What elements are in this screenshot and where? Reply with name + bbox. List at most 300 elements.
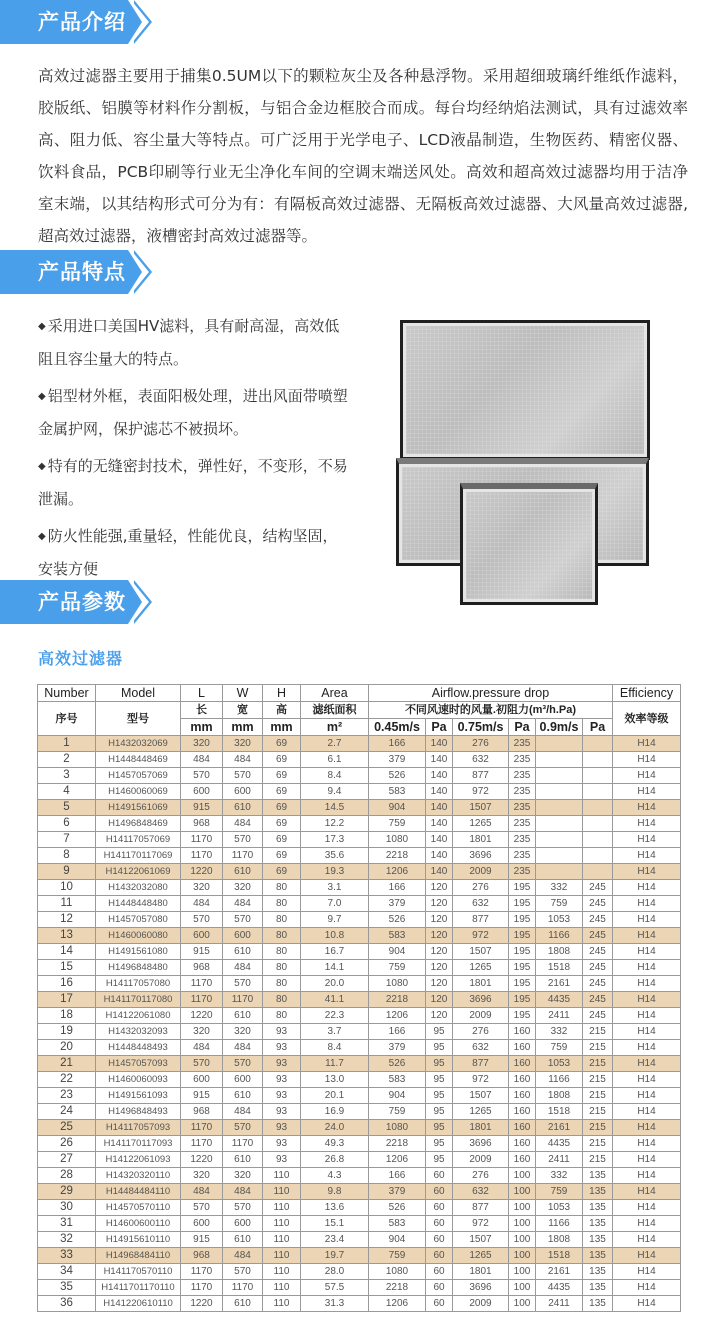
cell-n: 27 (38, 1152, 96, 1168)
cell-p1: 120 (426, 1008, 453, 1024)
cell-p2: 100 (509, 1280, 536, 1296)
cell-h: 93 (263, 1056, 301, 1072)
cell-area: 8.4 (301, 768, 369, 784)
cell-h: 110 (263, 1248, 301, 1264)
cell-p3: 135 (583, 1232, 613, 1248)
header-row-cn: 序号 型号 长 宽 高 滤纸面积 不同风速时的风量.初阻力(m³/h.Pa) 效率等级 (38, 702, 681, 719)
cell-eff: H14 (613, 736, 681, 752)
table-row (38, 992, 681, 1008)
cell-v2: 1507 (453, 1232, 509, 1248)
table-row (38, 784, 681, 800)
diamond-bullet-icon: ◆ (38, 531, 46, 542)
table-row (38, 1152, 681, 1168)
cell-l: 1170 (181, 1120, 223, 1136)
cell-v1: 759 (369, 960, 426, 976)
cell-v1: 904 (369, 1232, 426, 1248)
table-row (38, 1104, 681, 1120)
cell-v1: 904 (369, 944, 426, 960)
cell-model: H1491561069 (96, 800, 181, 816)
cell-p1: 60 (426, 1232, 453, 1248)
table-row (38, 832, 681, 848)
feature-item: ◆ 防火性能强,重量轻，性能优良，结构坚固，安装方便 (38, 527, 338, 578)
table-row (38, 1184, 681, 1200)
cell-v1: 583 (369, 1216, 426, 1232)
cell-area: 14.5 (301, 800, 369, 816)
cell-model: H14570570110 (96, 1200, 181, 1216)
cell-v2: 1265 (453, 960, 509, 976)
cell-v2: 972 (453, 1216, 509, 1232)
cell-v1: 166 (369, 736, 426, 752)
cell-v3: 1808 (536, 1232, 583, 1248)
cell-w: 1170 (223, 992, 263, 1008)
table-row (38, 1168, 681, 1184)
cell-w: 1170 (223, 1280, 263, 1296)
cell-h: 110 (263, 1280, 301, 1296)
cell-n: 9 (38, 864, 96, 880)
cell-w: 320 (223, 736, 263, 752)
cell-area: 24.0 (301, 1120, 369, 1136)
cell-eff: H14 (613, 1136, 681, 1152)
col-l: L (181, 685, 223, 702)
cell-v3: 1053 (536, 912, 583, 928)
cell-n: 10 (38, 880, 96, 896)
cell-p3: 245 (583, 944, 613, 960)
feature-item: ◆ 铝型材外框，表面阳极处理，进出风面带喷塑金属护网，保护滤芯不被损坏。 (38, 387, 348, 438)
cell-model: H1432032080 (96, 880, 181, 896)
cell-p1: 120 (426, 960, 453, 976)
cell-model: H1432032069 (96, 736, 181, 752)
cell-v3 (536, 800, 583, 816)
cell-w: 610 (223, 1152, 263, 1168)
cell-p3: 135 (583, 1280, 613, 1296)
cell-l: 1220 (181, 1152, 223, 1168)
cell-p2: 195 (509, 912, 536, 928)
cell-area: 22.3 (301, 1008, 369, 1024)
cell-v2: 1801 (453, 1120, 509, 1136)
cell-p3: 215 (583, 1072, 613, 1088)
cell-l: 484 (181, 752, 223, 768)
cell-eff: H14 (613, 1056, 681, 1072)
cell-v3: 4435 (536, 992, 583, 1008)
cell-p1: 60 (426, 1264, 453, 1280)
cell-p1: 120 (426, 896, 453, 912)
cell-h: 69 (263, 768, 301, 784)
cell-h: 93 (263, 1072, 301, 1088)
cell-h: 69 (263, 752, 301, 768)
table-row (38, 912, 681, 928)
cell-v3: 1166 (536, 1216, 583, 1232)
cell-v3: 1166 (536, 1072, 583, 1088)
cell-area: 2.7 (301, 736, 369, 752)
cell-v3 (536, 816, 583, 832)
cell-p3: 135 (583, 1168, 613, 1184)
cell-l: 1220 (181, 1008, 223, 1024)
table-row (38, 1008, 681, 1024)
cell-p2: 195 (509, 960, 536, 976)
cell-v3: 759 (536, 896, 583, 912)
cell-p1: 120 (426, 880, 453, 896)
cell-v2: 632 (453, 896, 509, 912)
cell-p1: 60 (426, 1296, 453, 1312)
cell-v3 (536, 736, 583, 752)
cell-p2: 160 (509, 1040, 536, 1056)
cell-w: 570 (223, 1264, 263, 1280)
cell-eff: H14 (613, 1184, 681, 1200)
cell-v1: 2218 (369, 1136, 426, 1152)
cell-w: 320 (223, 1024, 263, 1040)
cell-p2: 100 (509, 1296, 536, 1312)
cell-v2: 1801 (453, 832, 509, 848)
cell-v2: 276 (453, 880, 509, 896)
cell-l: 915 (181, 800, 223, 816)
cell-p2: 160 (509, 1104, 536, 1120)
cell-v3: 759 (536, 1040, 583, 1056)
cell-eff: H14 (613, 1152, 681, 1168)
cell-h: 69 (263, 832, 301, 848)
cell-p1: 120 (426, 912, 453, 928)
cell-v3: 2411 (536, 1152, 583, 1168)
cell-v2: 276 (453, 1168, 509, 1184)
cell-v1: 1080 (369, 832, 426, 848)
cell-v2: 3696 (453, 1136, 509, 1152)
cell-eff: H14 (613, 1120, 681, 1136)
cell-p3: 245 (583, 928, 613, 944)
cell-n: 24 (38, 1104, 96, 1120)
col-efficiency: Efficiency (613, 685, 681, 702)
cell-p2: 235 (509, 848, 536, 864)
cell-area: 49.3 (301, 1136, 369, 1152)
cell-n: 25 (38, 1120, 96, 1136)
cell-w: 600 (223, 1216, 263, 1232)
cell-n: 13 (38, 928, 96, 944)
cell-v3 (536, 752, 583, 768)
col-airflow: Airflow.pressure drop (369, 685, 613, 702)
cell-p1: 60 (426, 1168, 453, 1184)
cell-v2: 2009 (453, 864, 509, 880)
cell-w: 570 (223, 1200, 263, 1216)
cell-v2: 276 (453, 736, 509, 752)
cell-p1: 60 (426, 1184, 453, 1200)
cell-eff: H14 (613, 960, 681, 976)
cell-p3 (583, 816, 613, 832)
cell-model: H14122061080 (96, 1008, 181, 1024)
cell-v3 (536, 832, 583, 848)
cell-model: H1460060069 (96, 784, 181, 800)
cell-model: H1457057080 (96, 912, 181, 928)
cell-w: 484 (223, 1248, 263, 1264)
cell-v3 (536, 768, 583, 784)
cell-p1: 120 (426, 976, 453, 992)
cell-p2: 235 (509, 864, 536, 880)
cell-v3: 4435 (536, 1136, 583, 1152)
cell-n: 31 (38, 1216, 96, 1232)
cell-h: 69 (263, 848, 301, 864)
cell-p2: 100 (509, 1184, 536, 1200)
cell-w: 570 (223, 832, 263, 848)
filter-panel-large (400, 320, 650, 460)
cell-p1: 95 (426, 1120, 453, 1136)
cell-v1: 166 (369, 1168, 426, 1184)
cell-l: 915 (181, 1088, 223, 1104)
cell-p3: 215 (583, 1040, 613, 1056)
cell-h: 80 (263, 880, 301, 896)
cell-l: 915 (181, 944, 223, 960)
cell-area: 16.7 (301, 944, 369, 960)
cell-model: H14117057069 (96, 832, 181, 848)
table-row (38, 1200, 681, 1216)
cell-p1: 120 (426, 928, 453, 944)
cell-eff: H14 (613, 752, 681, 768)
cell-h: 69 (263, 864, 301, 880)
cell-l: 570 (181, 912, 223, 928)
cell-v1: 526 (369, 768, 426, 784)
cell-w: 610 (223, 944, 263, 960)
cell-p3: 215 (583, 1136, 613, 1152)
cell-n: 17 (38, 992, 96, 1008)
cell-p3: 245 (583, 880, 613, 896)
cell-h: 93 (263, 1040, 301, 1056)
cell-v1: 1080 (369, 1264, 426, 1280)
cell-v2: 632 (453, 1040, 509, 1056)
table-row (38, 848, 681, 864)
feature-item: ◆ 特有的无缝密封技术，弹性好，不变形，不易泄漏。 (38, 457, 348, 508)
cell-l: 570 (181, 768, 223, 784)
cell-p2: 195 (509, 928, 536, 944)
cell-n: 12 (38, 912, 96, 928)
cell-v3: 1166 (536, 928, 583, 944)
cell-p2: 100 (509, 1248, 536, 1264)
filter-panel-small (460, 483, 598, 605)
cell-area: 10.8 (301, 928, 369, 944)
cell-v2: 1801 (453, 1264, 509, 1280)
cell-p1: 140 (426, 832, 453, 848)
section-banner-intro (0, 0, 160, 44)
cell-h: 110 (263, 1264, 301, 1280)
cell-p2: 235 (509, 816, 536, 832)
cell-l: 600 (181, 1216, 223, 1232)
cell-model: H1496848469 (96, 816, 181, 832)
cell-v1: 583 (369, 928, 426, 944)
cell-l: 915 (181, 1232, 223, 1248)
cell-v1: 583 (369, 1072, 426, 1088)
cell-area: 9.4 (301, 784, 369, 800)
cell-w: 320 (223, 1168, 263, 1184)
cell-area: 11.7 (301, 1056, 369, 1072)
cell-v1: 2218 (369, 1280, 426, 1296)
cell-v1: 904 (369, 800, 426, 816)
col-h: H (263, 685, 301, 702)
cell-v3: 2161 (536, 1120, 583, 1136)
cell-model: H1457057069 (96, 768, 181, 784)
cell-p1: 60 (426, 1200, 453, 1216)
cell-h: 80 (263, 1008, 301, 1024)
cell-n: 1 (38, 736, 96, 752)
cell-p3: 245 (583, 976, 613, 992)
table-row (38, 736, 681, 752)
cell-l: 968 (181, 960, 223, 976)
table-row (38, 928, 681, 944)
cell-model: H1496848493 (96, 1104, 181, 1120)
cell-v1: 759 (369, 816, 426, 832)
cell-v2: 2009 (453, 1296, 509, 1312)
cell-area: 4.3 (301, 1168, 369, 1184)
cell-v1: 2218 (369, 848, 426, 864)
cell-n: 36 (38, 1296, 96, 1312)
cell-p2: 160 (509, 1024, 536, 1040)
cell-p1: 95 (426, 1136, 453, 1152)
cell-area: 26.8 (301, 1152, 369, 1168)
cell-h: 93 (263, 1120, 301, 1136)
table-row (38, 1024, 681, 1040)
table-row (38, 976, 681, 992)
cell-h: 110 (263, 1296, 301, 1312)
cell-p3: 215 (583, 1088, 613, 1104)
col-area: Area (301, 685, 369, 702)
cell-p1: 140 (426, 848, 453, 864)
cell-v2: 1265 (453, 816, 509, 832)
cell-eff: H14 (613, 1216, 681, 1232)
cell-v3: 759 (536, 1184, 583, 1200)
cell-eff: H14 (613, 832, 681, 848)
cell-model: H1460060093 (96, 1072, 181, 1088)
table-row (38, 880, 681, 896)
cell-v2: 1507 (453, 1088, 509, 1104)
cell-area: 14.1 (301, 960, 369, 976)
cell-v1: 2218 (369, 992, 426, 1008)
cell-n: 22 (38, 1072, 96, 1088)
cell-p2: 195 (509, 976, 536, 992)
cell-v2: 3696 (453, 1280, 509, 1296)
cell-p2: 100 (509, 1216, 536, 1232)
cell-eff: H14 (613, 1248, 681, 1264)
cell-eff: H14 (613, 1072, 681, 1088)
cell-v2: 632 (453, 752, 509, 768)
cell-area: 17.3 (301, 832, 369, 848)
cell-h: 110 (263, 1216, 301, 1232)
cell-p3 (583, 848, 613, 864)
cell-v2: 2009 (453, 1008, 509, 1024)
cell-w: 570 (223, 976, 263, 992)
cell-l: 484 (181, 1040, 223, 1056)
cell-p1: 95 (426, 1104, 453, 1120)
cell-l: 1220 (181, 864, 223, 880)
table-row (38, 768, 681, 784)
cell-p2: 195 (509, 896, 536, 912)
cell-n: 23 (38, 1088, 96, 1104)
cell-w: 610 (223, 1088, 263, 1104)
cell-v1: 1206 (369, 1152, 426, 1168)
cell-v3: 1053 (536, 1200, 583, 1216)
cell-model: H141170117069 (96, 848, 181, 864)
section-banner-features (0, 250, 160, 294)
cell-v1: 379 (369, 896, 426, 912)
cell-model: H1448448480 (96, 896, 181, 912)
cell-h: 69 (263, 784, 301, 800)
cell-v2: 1265 (453, 1104, 509, 1120)
cell-v2: 2009 (453, 1152, 509, 1168)
cell-eff: H14 (613, 1008, 681, 1024)
cell-eff: H14 (613, 1280, 681, 1296)
cell-l: 320 (181, 1024, 223, 1040)
cell-model: H14320320110 (96, 1168, 181, 1184)
cell-eff: H14 (613, 976, 681, 992)
cell-area: 13.0 (301, 1072, 369, 1088)
cell-w: 1170 (223, 848, 263, 864)
cell-h: 110 (263, 1168, 301, 1184)
cell-l: 1220 (181, 1296, 223, 1312)
cell-v1: 1206 (369, 864, 426, 880)
cell-l: 968 (181, 1104, 223, 1120)
cell-p1: 95 (426, 1056, 453, 1072)
cell-area: 3.1 (301, 880, 369, 896)
cell-p2: 235 (509, 784, 536, 800)
cell-n: 33 (38, 1248, 96, 1264)
cell-h: 69 (263, 736, 301, 752)
cell-w: 484 (223, 1104, 263, 1120)
cell-n: 26 (38, 1136, 96, 1152)
cell-v3: 1518 (536, 1104, 583, 1120)
cell-p1: 120 (426, 944, 453, 960)
cell-v2: 276 (453, 1024, 509, 1040)
cell-l: 968 (181, 816, 223, 832)
cell-p1: 140 (426, 816, 453, 832)
cell-v1: 1080 (369, 976, 426, 992)
cell-eff: H14 (613, 768, 681, 784)
feature-list (38, 310, 348, 590)
cell-v3: 2411 (536, 1008, 583, 1024)
cell-area: 15.1 (301, 1216, 369, 1232)
cell-l: 320 (181, 736, 223, 752)
cell-model: H1448448469 (96, 752, 181, 768)
cell-p1: 60 (426, 1280, 453, 1296)
cell-n: 16 (38, 976, 96, 992)
table-row (38, 1296, 681, 1312)
cell-v1: 583 (369, 784, 426, 800)
cell-model: H1491561093 (96, 1088, 181, 1104)
cell-p2: 195 (509, 944, 536, 960)
cell-p3: 135 (583, 1200, 613, 1216)
section-banner-params (0, 580, 160, 624)
cell-p1: 140 (426, 736, 453, 752)
cell-w: 600 (223, 1072, 263, 1088)
cell-model: H14484484110 (96, 1184, 181, 1200)
cell-p3: 215 (583, 1152, 613, 1168)
cell-l: 484 (181, 1184, 223, 1200)
cell-v2: 632 (453, 1184, 509, 1200)
cell-v3 (536, 848, 583, 864)
diamond-bullet-icon: ◆ (38, 391, 46, 402)
cell-p2: 160 (509, 1136, 536, 1152)
col-w: W (223, 685, 263, 702)
cell-eff: H14 (613, 992, 681, 1008)
table-row (38, 896, 681, 912)
cell-v1: 379 (369, 1184, 426, 1200)
cell-p3 (583, 800, 613, 816)
cell-p1: 140 (426, 784, 453, 800)
cell-p2: 195 (509, 880, 536, 896)
cell-eff: H14 (613, 1104, 681, 1120)
cell-p2: 160 (509, 1056, 536, 1072)
cell-p3 (583, 768, 613, 784)
cell-eff: H14 (613, 1264, 681, 1280)
feature-item: ◆ 采用进口美国HV滤料，具有耐高湿，高效低阻且容尘量大的特点。 (38, 317, 340, 368)
cell-n: 29 (38, 1184, 96, 1200)
cell-p1: 140 (426, 800, 453, 816)
cell-l: 320 (181, 880, 223, 896)
cell-n: 18 (38, 1008, 96, 1024)
cell-p2: 100 (509, 1264, 536, 1280)
cell-p1: 60 (426, 1216, 453, 1232)
